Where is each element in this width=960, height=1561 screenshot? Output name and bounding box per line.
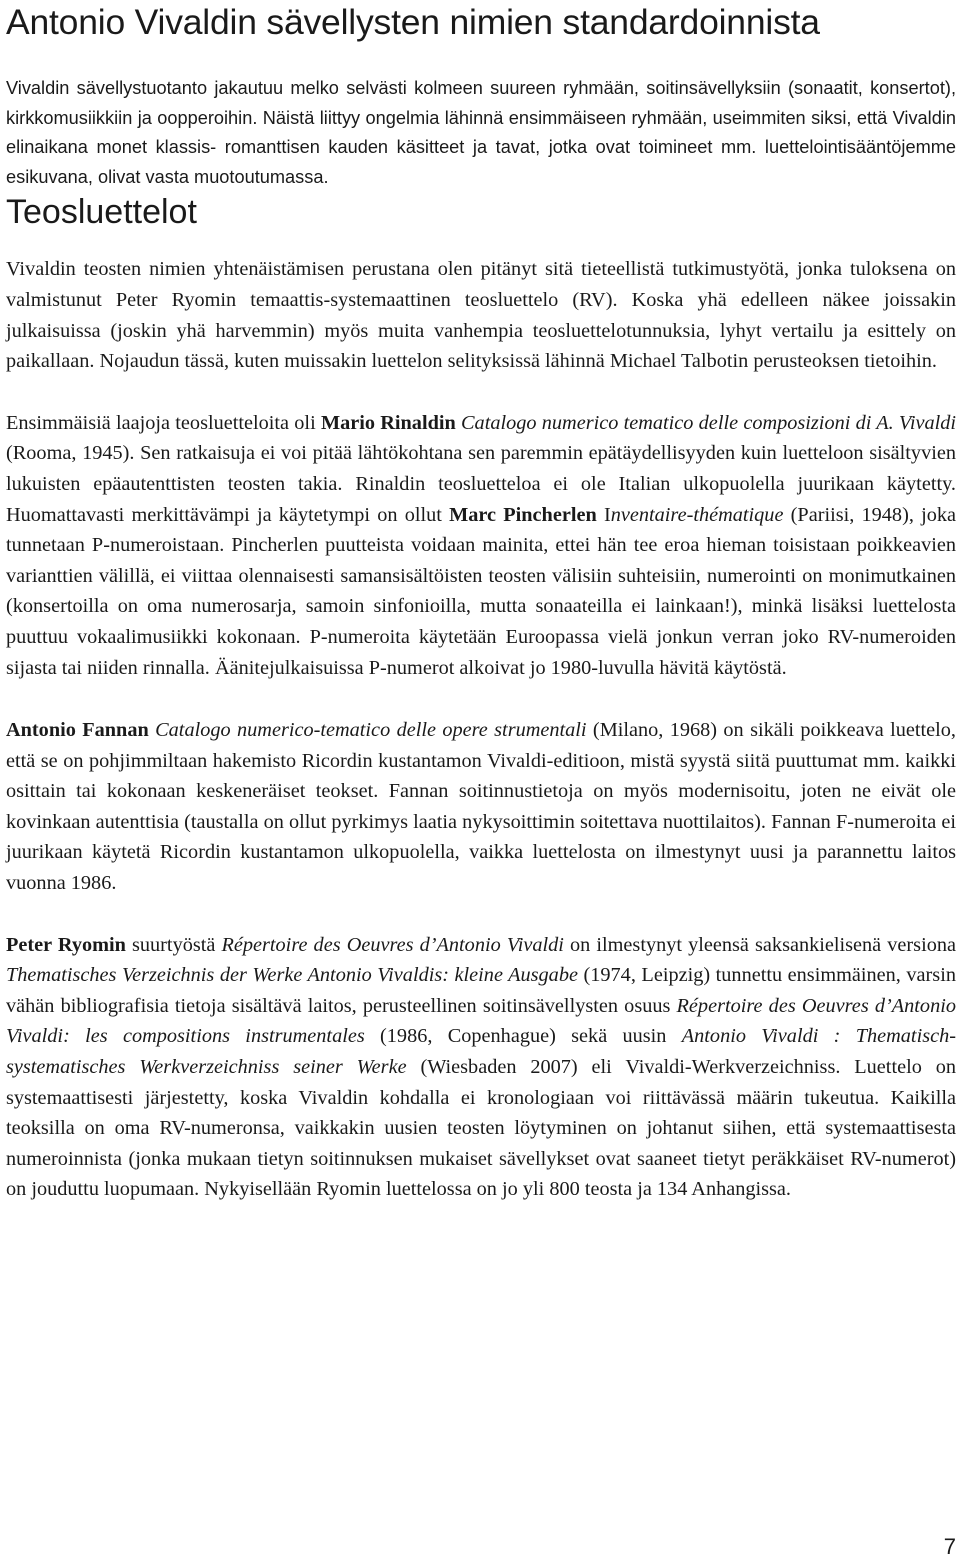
ryom-text-4: (1986, Copenhague) sekä uusin [364, 1025, 682, 1048]
rinaldi-author: Mario Rinaldin [320, 411, 456, 434]
pincherle-catalogue-title: nventaire-thématique [610, 503, 784, 526]
pincherle-author: Marc Pincherlen [449, 503, 597, 526]
ryom-werkverzeichniss-title: Antonio Vivaldi : Thematisch-systematisches Werkverzeichniss seiner Werke [6, 1025, 956, 1079]
rinaldi-text-5: (Pariisi, 1948), joka tunnetaan P-numeroistaan. Pincherlen puutteista voidaan mainita, ettei hän tee eroa hieman toisistaan poikkeavien varianttien välillä, ei viittaa olennaisesti samansisältöisten teosten välisiin suhteisiin, numerointi on monimutkainen (konsertoilla on oma numerosarja, samoin sinfonioilla, mutta sonaateilla ei lainkaan!), minkä lisäksi luettelosta puuttuu vokaalimusiikki kokonaan. P-numeroita käytetään Euroopassa vielä jonkun verran joko RV-numeroiden sijasta tai niiden rinnalla. Äänitejulkaisuissa P-numerot alkoivat jo 1980-luvulla hävitä käytöstä. [6, 503, 957, 679]
fanna-text-2: (Milano, 1968) on sikäli poikkeava luettelo, että se on pohjimmiltaan hakemisto Ricordin kustantamon Vivaldi-editioon, mistä syystä siitä puuttumat mm. kaikki osittain tai kokonaan keskeneräiset teokset. Fannan soitinnustietoja on myös modernisoitu, joten ne eivät ole kovinkaan autenttisia (taustalla on ollut pyrkimys laatia nykysoittimin soitettava nuottilaitos). Fannan F-numeroita ei juurikaan käytetä Ricordin kustantamon ulkopuolella, vaikka luettelosta on ilmestynyt uusi ja parannettu laitos vuonna 1986. [6, 719, 956, 895]
rinaldi-text-4: I [596, 503, 611, 526]
ryom-paragraph [6, 930, 956, 1205]
fanna-catalogue-title: Catalogo numerico-tematico delle opere strumentali [155, 719, 587, 742]
rinaldi-paragraph [6, 408, 956, 683]
ryom-repertoire-title: Répertoire des Oeuvres d’Antonio Vivaldi [221, 933, 564, 956]
rinaldi-text-3: (Rooma, 1945). Sen ratkaisuja ei voi pitää lähtökohtana sen paremmin epätäydellisyyden kuin luetteloon sisältyvien lukuisten epäautenttisten teosten takia. Rinaldin teosluetteloa ei ole Italian ulkopuolella juurikaan käytetty. Huomattavasti merkittävämpi ja käytetympi on ollut [6, 442, 956, 526]
section-title-teosluettelot: Teosluettelot [6, 193, 197, 232]
document-page [6, 0, 956, 1205]
ryom-text-5: (Wiesbaden 2007) eli Vivaldi-Werkverzeichniss. Luettelo on systemaattisesti järjestetty, koska Vivaldin kohdalla ei kronologiaan voi riittävässä määrin tukeutua. Kaikilla teoksilla on oma RV-numeronsa, vaikkakin uusien teosten löytyminen on johtanut siihen, että systemaattisesta numeroinnista (jonka mukaan tietyn soitinnuksen mukaiset sävellykset ovat saaneet tietyt peräkkäiset RV-numerot) on jouduttu luopumaan. Nykyisellään Ryomin luettelossa on jo yli 800 teosta ja 134 Anhangissa. [6, 1056, 957, 1201]
ryom-text-1: suurtyöstä [125, 933, 222, 956]
ryom-thematisches-title: Thematisches Verzeichnis der Werke Antonio Vivaldis: kleine Ausgabe [6, 964, 578, 987]
fanna-paragraph [6, 715, 956, 899]
ryom-author: Peter Ryomin [6, 933, 126, 956]
document-title: Antonio Vivaldin sävellysten nimien standardoinnista [6, 2, 820, 42]
rinaldi-text-1: Ensimmäisiä laajoja teosluetteloita oli [6, 411, 321, 434]
teosluettelot-paragraph: Vivaldin teosten nimien yhtenäistämisen perustana olen pitänyt sitä tieteellistä tutkimustyötä, jonka tuloksena on valmistunut Peter Ryomin temaattis-systemaattinen teosluettelo (RV). Koska yhä edelleen näkee joissakin julkaisuissa (joskin yhä harvemmin) myös muita vanhempia teosluettelotunnuksia, lyhyt vertailu ja esittely on paikallaan. Nojaudun tässä, kuten muissakin luettelon selityksissä lähinnä Michael Talbotin perusteoksen tietoihin. [6, 258, 956, 373]
fanna-author: Antonio Fannan [6, 719, 149, 742]
ryom-instrumentales-title: Répertoire des Oeuvres d’Antonio Vivaldi: les compositions instrumentales [6, 994, 956, 1048]
intro-paragraph: Vivaldin sävellystuotanto jakautuu melko selvästi kolmeen suureen ryhmään, soitinsävellyksiin (sonaatit, konsertot), kirkkomusiikkiin ja oopperoihin. Näistä liittyy ongelmia lähinnä ensimmäiseen ryhmään, useimmiten siksi, että Vivaldin elinaikana monet klassis- romanttisen kauden käsitteet ja tavat, jotka ovat toimineet mm. luettelointisääntöjemme esikuvana, olivat vasta muotoutumassa. [6, 78, 956, 187]
ryom-text-2: on ilmestynyt yleensä saksankielisenä versiona [563, 933, 956, 956]
rinaldi-catalogue-title: Catalogo numerico tematico delle composizioni di A. Vivaldi [461, 411, 957, 434]
page-number: 7 [943, 1534, 956, 1559]
ryom-text-3: (1974, Leipzig) tunnettu ensimmäinen, varsin vähän bibliografisia tietoja sisältävä laitos, perusteellinen soitinsävellysten osuus [6, 964, 956, 1017]
